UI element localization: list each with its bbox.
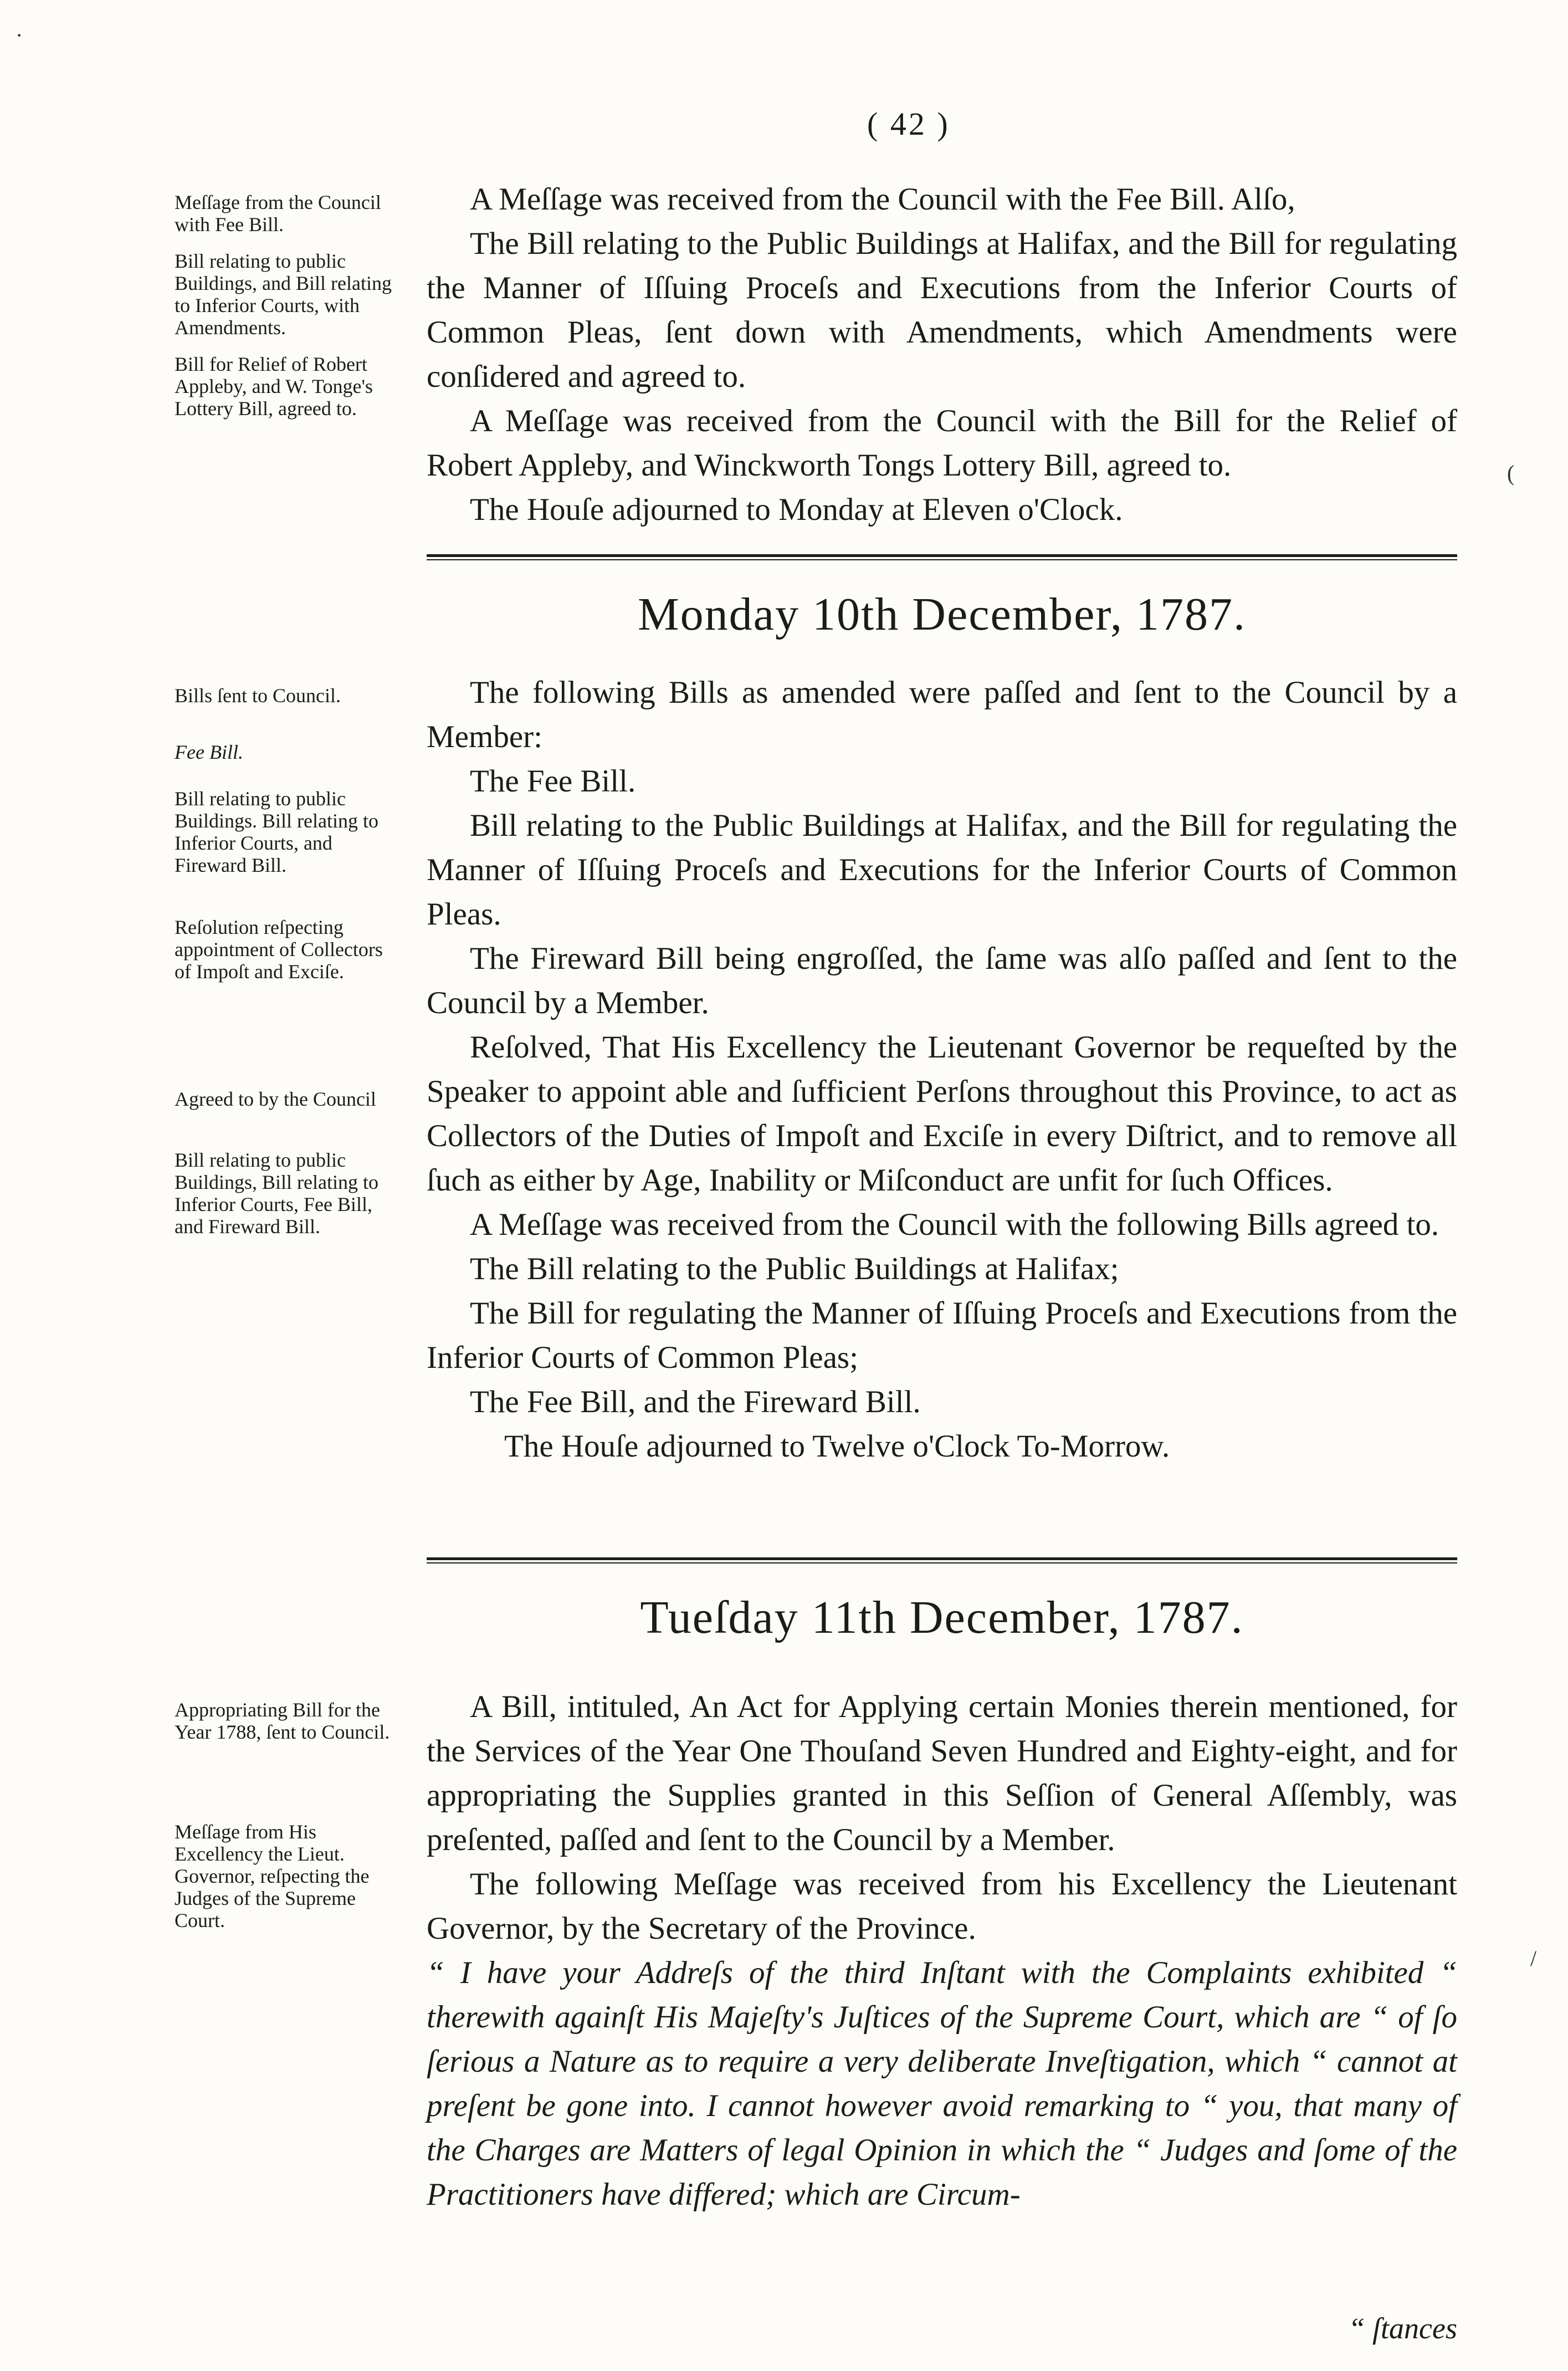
section-divider-rule xyxy=(427,554,1457,560)
paragraph: The Houſe adjourned to Monday at Eleven o'Clock. xyxy=(470,492,1123,527)
margin-notes-section1 xyxy=(175,191,396,434)
date-heading-tuesday: Tueſday 11th December, 1787. xyxy=(640,1592,1244,1643)
ink-speck: · xyxy=(16,23,23,48)
margin-note: Bill relating to public Buildings, and Bill relating to Inferior Courts, with Amendments. xyxy=(175,250,392,339)
margin-notes-section2 xyxy=(175,684,396,1252)
ink-speck: ( xyxy=(1507,461,1515,486)
margin-note: Appropriating Bill for the Year 1788, ſent to Council. xyxy=(175,1699,390,1743)
margin-note: Bill relating to public Buildings, Bill relating to Inferior Courts, Fee Bill, and Fireward Bill. xyxy=(175,1149,378,1238)
margin-notes-section3 xyxy=(175,1699,396,1946)
paragraph: The Houſe adjourned to Twelve o'Clock To-Morrow. xyxy=(504,1429,1170,1464)
margin-note: Bills ſent to Council. xyxy=(175,684,341,707)
paragraph: A Meſſage was received from the Council with the following Bills agreed to. xyxy=(470,1207,1439,1242)
paragraph: The Fee Bill. xyxy=(470,764,636,799)
section-divider-rule xyxy=(427,1557,1457,1563)
date-heading-monday: Monday 10th December, 1787. xyxy=(637,589,1247,640)
body-text-section1 xyxy=(427,177,1457,532)
paragraph: The following Bills as amended were paſſed and ſent to the Council by a Member: xyxy=(427,675,1457,754)
margin-note: Agreed to by the Council xyxy=(175,1088,376,1110)
paragraph: A Meſſage was received from the Council with the Fee Bill. Alſo, xyxy=(470,182,1295,217)
paragraph: Bill relating to the Public Buildings at Halifax, and the Bill for regulating the Manner of Iſſuing Proceſs and Executions for the Inferior Courts of Common Pleas. xyxy=(427,808,1457,932)
margin-note: Bill relating to public Buildings. Bill relating to Inferior Courts, and Fireward Bill. xyxy=(175,788,378,876)
paragraph: The Bill relating to the Public Buildings at Halifax; xyxy=(470,1251,1119,1286)
margin-note: Fee Bill. xyxy=(175,741,243,763)
paragraph: The Fireward Bill being engroſſed, the ſame was alſo paſſed and ſent to the Council by a Member. xyxy=(427,941,1457,1020)
paragraph: A Bill, intituled, An Act for Applying certain Monies therein mentioned, for the Services of the Year One Thouſand Seven Hundred and Eighty-eight, and for appropriating the Supplies granted in this Seſſion of General Aſſembly, was preſented, paſſed and ſent to the Council by a Member. xyxy=(427,1689,1457,1857)
paragraph: Reſolved, That His Excellency the Lieutenant Governor be requeſted by the Speaker to appoint able and ſufficient Perſons throughout this Province, to act as Collectors of the Duties of Impoſt and Exciſe in every Diſtrict, and to remove all ſuch as either by Age, Inability or Miſconduct are unfit for ſuch Offices. xyxy=(427,1030,1457,1198)
margin-note: Reſolution reſpecting appointment of Collectors of Impoſt and Exciſe. xyxy=(175,916,383,983)
body-text-section3 xyxy=(427,1685,1457,2217)
paragraph: The Bill relating to the Public Buildings at Halifax, and the Bill for regulating the Manner of Iſſuing Proceſs and Executions from the Inferior Courts of Common Pleas, ſent down with Amendments, which Amendments were conſidered and agreed to. xyxy=(427,226,1457,394)
catchword: “ ſtances xyxy=(1348,2312,1457,2345)
page-number: ( 42 ) xyxy=(867,106,950,142)
body-text-section2 xyxy=(427,671,1457,1469)
paragraph: A Meſſage was received from the Council with the Bill for the Relief of Robert Appleby, and Winckworth Tongs Lottery Bill, agreed to. xyxy=(427,403,1457,483)
paragraph: The following Meſſage was received from his Excellency the Lieutenant Governor, by the Secretary of the Province. xyxy=(427,1867,1457,1946)
ink-speck: / xyxy=(1530,1946,1537,1971)
margin-note: Meſſage from the Council with Fee Bill. xyxy=(175,191,381,236)
paragraph: The Fee Bill, and the Fireward Bill. xyxy=(470,1384,921,1419)
paragraph: The Bill for regulating the Manner of Iſſuing Proceſs and Executions from the Inferior Courts of Common Pleas; xyxy=(427,1296,1457,1375)
margin-note: Bill for Relief of Robert Appleby, and W. Tonge's Lottery Bill, agreed to. xyxy=(175,353,373,420)
governor-message-quote: “ I have your Addreſs of the third Inſtant with the Complaints exhibited “ therewith againſt His Majeſty's Juſtices of the Supreme Court, which are “ of ſo ſerious a Nature as to require a very deliberate Inveſtigation, which “ cannot at preſent be gone into. I cannot however avoid remarking to “ you, that many of the Charges are Matters of legal Opinion in which the “ Judges and ſome of the Practitioners have differed; which are Circum- xyxy=(427,1955,1457,2212)
margin-note: Meſſage from His Excellency the Lieut. Governor, reſpecting the Judges of the Supreme Court. xyxy=(175,1821,370,1931)
